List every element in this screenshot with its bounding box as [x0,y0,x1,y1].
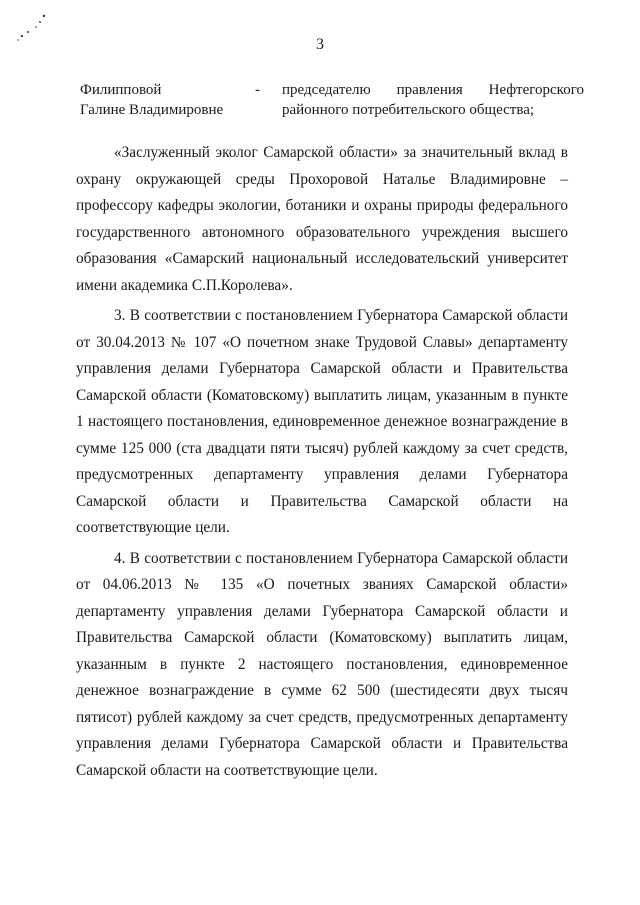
paragraph: «Заслуженный эколог Самарской области» за значительный вклад в охрану окружающей среды Прохоровой Наталье Владимировне – профессору кафедры экологии, ботаники и охраны природы федерального государственного автономного образовательного учреждения высшего образования «Самарский национальный исследовательский университет имени академика С.П.Королева». [76,144,568,294]
recipient-dash: - [255,82,260,98]
paragraph: 4. В соответствии с постановлением Губернатора Самарской области от 04.06.2013 № 135 «О почетных званиях Самарской области» департаменту управления делами Губернатора Самарской области и Правительства Самарской области (Коматовскому) выплатить лицам, указанным в пункте 2 настоящего постановления, единовременное денежное вознаграждение в сумме 62 500 (шестидесяти двух тысяч пятисот) рублей каждому за счет средств, предусмотренных департаменту управления делами Губернатора Самарской области и Правительства Самарской области на соответствующие цели. [76,549,568,779]
document-body [76,140,568,788]
page-number: 3 [316,36,324,53]
recipient-role-line: районного потребительского общества; [282,102,535,118]
paragraph: 3. В соответствии с постановлением Губернатора Самарской области от 30.04.2013 № 107 «О почетном знаке Трудовой Славы» департаменту управления делами Губернатора Самарской области и Правительства Самарской области (Коматовскому) выплатить лицам, указанным в пункте 1 настоящего постановления, единовременное денежное вознаграждение в сумме 125 000 (ста двадцати пяти тысяч) рублей каждому за счет средств, предусмотренных департаменту управления делами Губернатора Самарской области и Правительства Самарской области на соответствующие цели. [76,307,568,536]
recipient-role [282,80,584,120]
recipient-name-line: Филипповой [80,82,162,98]
recipient-name [80,80,230,120]
recipient-name-line: Галине Владимировне [80,102,224,118]
recipient-role-line: председателю правления Нефтегорского [282,82,584,98]
